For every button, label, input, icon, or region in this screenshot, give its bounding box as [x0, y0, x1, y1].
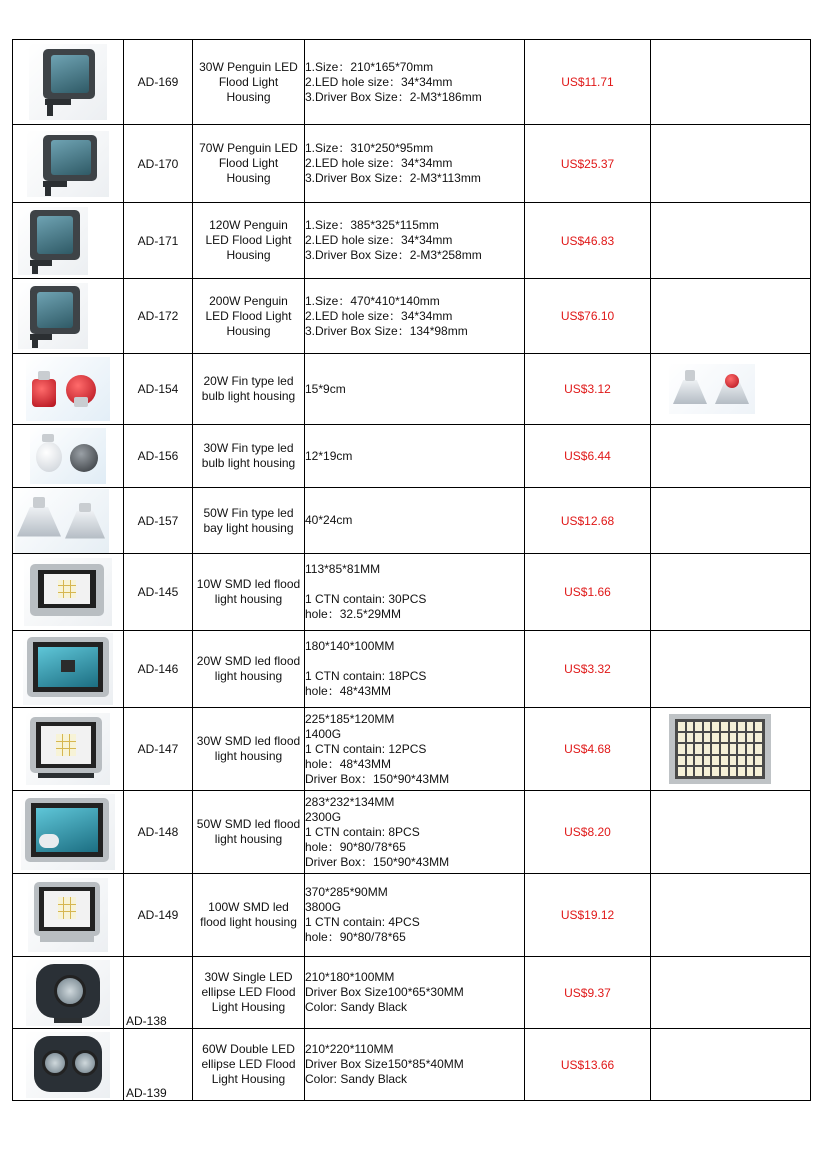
product-code: AD-138	[124, 957, 193, 1029]
product-price: US$9.37	[525, 957, 651, 1029]
product-spec: 1.Size：310*250*95mm 2.LED hole size：34*34mm 3.Driver Box Size：2-M3*113mm	[305, 125, 525, 203]
ellipse-flood-photo	[26, 960, 110, 1026]
extra-image-cell	[651, 425, 811, 488]
product-code: AD-156	[124, 425, 193, 488]
extra-image-cell	[651, 791, 811, 874]
table-row	[13, 279, 811, 354]
product-spec: 283*232*134MM 2300G 1 CTN contain: 8PCS hole：90*80/78*65 Driver Box：150*90*43MM	[305, 791, 525, 874]
extra-image-cell	[651, 957, 811, 1029]
product-name: 30W Single LED ellipse LED Flood Light Housing	[193, 957, 305, 1029]
flood-light-photo	[29, 44, 107, 120]
table-row	[13, 354, 811, 425]
product-price: US$76.10	[525, 279, 651, 354]
table-row	[13, 874, 811, 957]
product-name: 20W Fin type led bulb light housing	[193, 354, 305, 425]
product-price: US$11.71	[525, 40, 651, 125]
product-table	[12, 39, 811, 1101]
product-name: 20W SMD led flood light housing	[193, 631, 305, 708]
extra-image-cell	[651, 125, 811, 203]
bay-light-photo	[15, 489, 109, 553]
extra-image-cell	[651, 874, 811, 957]
product-spec: 180*140*100MM 1 CTN contain: 18PCS hole：48*43MM	[305, 631, 525, 708]
product-image-cell	[13, 279, 124, 354]
table-row	[13, 708, 811, 791]
product-name: 10W SMD led flood light housing	[193, 554, 305, 631]
product-price: US$3.12	[525, 354, 651, 425]
product-image-cell	[13, 125, 124, 203]
product-spec: 225*185*120MM 1400G 1 CTN contain: 12PCS hole：48*43MM Driver Box：150*90*43MM	[305, 708, 525, 791]
product-name: 60W Double LED ellipse LED Flood Light Housing	[193, 1029, 305, 1101]
product-name: 70W Penguin LED Flood Light Housing	[193, 125, 305, 203]
product-name: 30W Fin type led bulb light housing	[193, 425, 305, 488]
extra-image-cell	[651, 554, 811, 631]
product-price: US$12.68	[525, 488, 651, 554]
product-image-cell	[13, 354, 124, 425]
product-name: 120W Penguin LED Flood Light Housing	[193, 203, 305, 279]
product-image-cell	[13, 1029, 124, 1101]
extra-image-cell	[651, 631, 811, 708]
product-code: AD-149	[124, 874, 193, 957]
product-code: AD-170	[124, 125, 193, 203]
product-price: US$19.12	[525, 874, 651, 957]
smd-flood-photo	[21, 794, 115, 870]
smd-flood-photo	[26, 713, 110, 785]
extra-image-cell	[651, 203, 811, 279]
extra-image-cell	[651, 708, 811, 791]
extra-image-cell	[651, 279, 811, 354]
product-name: 100W SMD led flood light housing	[193, 874, 305, 957]
product-price: US$6.44	[525, 425, 651, 488]
product-spec: 1.Size：385*325*115mm 2.LED hole size：34*34mm 3.Driver Box Size：2-M3*258mm	[305, 203, 525, 279]
product-price: US$8.20	[525, 791, 651, 874]
table-row	[13, 488, 811, 554]
product-code: AD-145	[124, 554, 193, 631]
product-code: AD-172	[124, 279, 193, 354]
product-name: 50W Fin type led bay light housing	[193, 488, 305, 554]
ellipse-flood-photo	[26, 1032, 110, 1098]
product-image-cell	[13, 957, 124, 1029]
product-image-cell	[13, 708, 124, 791]
product-code: AD-171	[124, 203, 193, 279]
table-row	[13, 1029, 811, 1101]
smd-flood-photo	[24, 558, 112, 626]
table-row	[13, 554, 811, 631]
product-code: AD-148	[124, 791, 193, 874]
product-code: AD-146	[124, 631, 193, 708]
extra-image-cell	[651, 488, 811, 554]
product-spec: 1.Size：210*165*70mm 2.LED hole size：34*34mm 3.Driver Box Size：2-M3*186mm	[305, 40, 525, 125]
product-name: 30W SMD led flood light housing	[193, 708, 305, 791]
table-row	[13, 957, 811, 1029]
smd-flood-photo	[23, 633, 113, 705]
product-price: US$1.66	[525, 554, 651, 631]
bay-light-photo	[669, 364, 755, 414]
flood-light-photo	[18, 283, 88, 349]
product-spec: 113*85*81MM 1 CTN contain: 30PCS hole：32.5*29MM	[305, 554, 525, 631]
product-name: 50W SMD led flood light housing	[193, 791, 305, 874]
product-price: US$13.66	[525, 1029, 651, 1101]
product-image-cell	[13, 203, 124, 279]
flood-light-photo	[18, 207, 88, 275]
product-code: AD-169	[124, 40, 193, 125]
table-row	[13, 425, 811, 488]
extra-image-cell	[651, 40, 811, 125]
product-spec: 12*19cm	[305, 425, 525, 488]
product-spec: 1.Size：470*410*140mm 2.LED hole size：34*34mm 3.Driver Box Size：134*98mm	[305, 279, 525, 354]
product-price: US$25.37	[525, 125, 651, 203]
led-chip-board-photo	[669, 714, 771, 784]
table-row	[13, 203, 811, 279]
product-image-cell	[13, 631, 124, 708]
bulb-housing-photo	[26, 357, 110, 421]
extra-image-cell	[651, 1029, 811, 1101]
product-image-cell	[13, 791, 124, 874]
product-spec: 15*9cm	[305, 354, 525, 425]
table-row	[13, 631, 811, 708]
product-image-cell	[13, 425, 124, 488]
extra-image-cell	[651, 354, 811, 425]
table-row	[13, 40, 811, 125]
product-spec: 370*285*90MM 3800G 1 CTN contain: 4PCS hole：90*80/78*65	[305, 874, 525, 957]
product-price: US$3.32	[525, 631, 651, 708]
product-spec: 210*180*100MM Driver Box Size100*65*30MM Color: Sandy Black	[305, 957, 525, 1029]
product-spec: 40*24cm	[305, 488, 525, 554]
product-code: AD-154	[124, 354, 193, 425]
table-row	[13, 791, 811, 874]
product-image-cell	[13, 488, 124, 554]
table-row	[13, 125, 811, 203]
bulb-housing-photo	[30, 428, 106, 484]
product-spec: 210*220*110MM Driver Box Size150*85*40MM Color: Sandy Black	[305, 1029, 525, 1101]
smd-flood-photo	[28, 878, 108, 952]
product-price: US$4.68	[525, 708, 651, 791]
product-code: AD-157	[124, 488, 193, 554]
product-price: US$46.83	[525, 203, 651, 279]
product-code: AD-147	[124, 708, 193, 791]
flood-light-photo	[27, 131, 109, 197]
product-image-cell	[13, 554, 124, 631]
product-image-cell	[13, 874, 124, 957]
product-code: AD-139	[124, 1029, 193, 1101]
product-name: 200W Penguin LED Flood Light Housing	[193, 279, 305, 354]
product-name: 30W Penguin LED Flood Light Housing	[193, 40, 305, 125]
product-image-cell	[13, 40, 124, 125]
